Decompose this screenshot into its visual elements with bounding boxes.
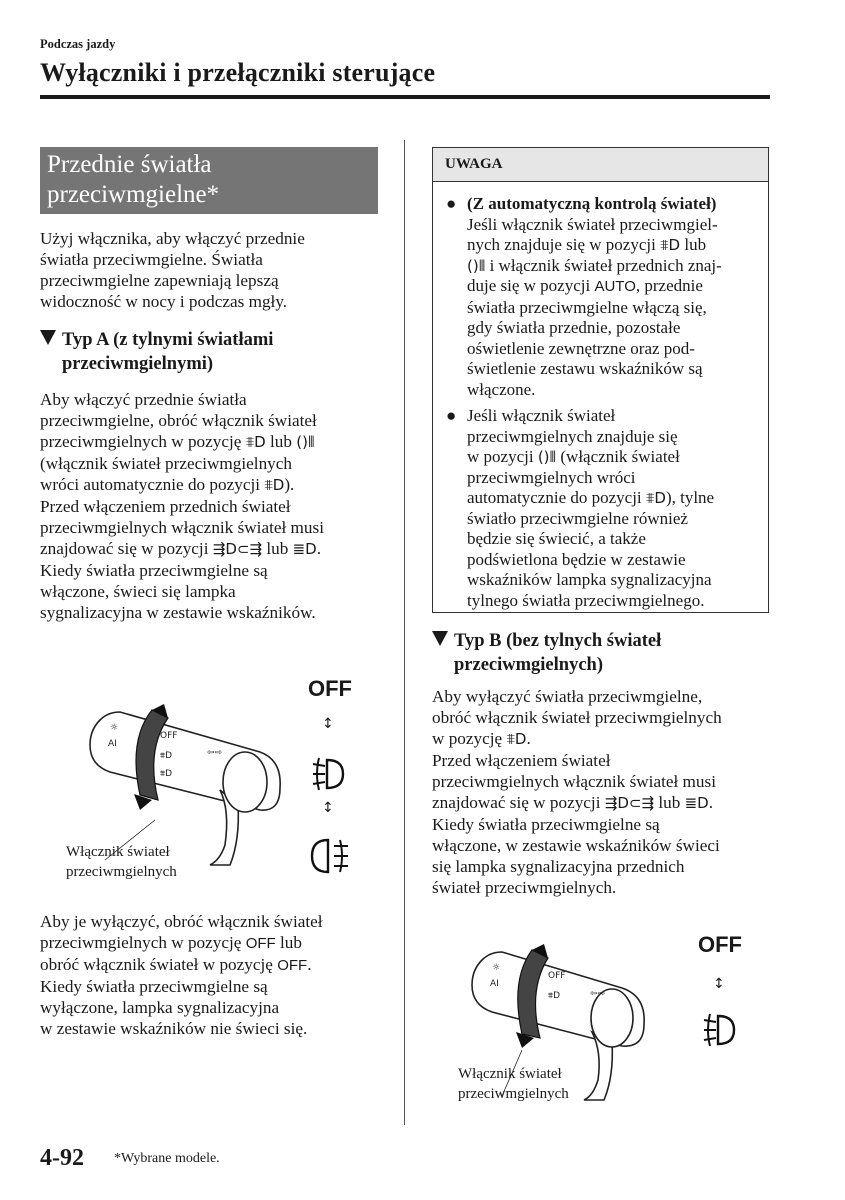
intro-line: przeciwmgielne zapewniają lepszą	[40, 271, 279, 290]
triangle-marker-icon	[40, 330, 56, 345]
rear-fog-symbol-icon: ()⦀	[296, 433, 315, 451]
section-label: Podczas jazdy	[40, 37, 116, 51]
svg-text:OFF: OFF	[548, 971, 566, 981]
para-line: w zestawie wskaźników nie świeci się.	[40, 1019, 308, 1038]
off-keyword: OFF	[277, 957, 308, 974]
front-fog-symbol-icon: ⩨D	[245, 433, 266, 451]
para-line: Aby wyłączyć światła przeciwmgielne,	[432, 687, 703, 706]
para-line: włączone, świeci się lampka	[40, 582, 236, 601]
intro-paragraph	[40, 228, 305, 312]
off-keyword: OFF	[245, 935, 276, 952]
bullet-dot-icon: ●	[446, 406, 457, 425]
para-line: Kiedy światła przeciwmgielne są	[40, 561, 268, 580]
svg-text:AI: AI	[490, 979, 499, 989]
para-line: Aby włączyć przednie światła	[40, 390, 247, 409]
rear-fog-lamp-icon	[308, 834, 352, 878]
para-line: świateł przeciwmgielnych.	[432, 878, 617, 897]
notice-box	[432, 147, 769, 613]
front-fog-symbol-icon: ⩨D	[660, 236, 681, 254]
svg-text:☼: ☼	[492, 963, 501, 973]
bullet-dot-icon: ●	[446, 194, 457, 213]
front-fog-lamp-icon	[700, 1010, 740, 1050]
notice-bullet-1: ● (Z automatyczną kontrolą świateł) Jeśli włącznik świateł przeciwmgiel- nych znajduje się w pozycji ⩨D lub ()⦀ i włącznik świateł przednich znaj- duje się w pozycji AUTO, przednie światła przeciwmgielne włączą się, gdy światła przednie, pozostałe oświetlenie zewnętrzne oraz pod- świetlenie zestawu wskaźników są włączone.	[446, 194, 722, 399]
para-line: przeciwmgielne, obróć włącznik świateł	[40, 411, 317, 430]
intro-line: światła przeciwmgielne. Światła	[40, 250, 263, 269]
headlight-symbol-icon: ≣D	[292, 540, 317, 558]
para-line: Aby je wyłączyć, obróć włącznik świateł	[40, 912, 323, 931]
turn-off-paragraph	[40, 911, 323, 1039]
parking-light-symbol-icon: ⇶D⊂⇶	[604, 794, 655, 812]
header-rule	[40, 95, 770, 99]
type-a-paragraph	[40, 389, 324, 623]
front-fog-lamp-icon	[309, 754, 349, 794]
notice-title-bar	[433, 148, 768, 182]
svg-text:⩨D: ⩨D	[160, 751, 173, 761]
up-down-arrow-icon: ↕	[322, 716, 334, 732]
para-line: się lampka sygnalizacyjna przednich	[432, 857, 685, 876]
para-line: przeciwmgielnych w pozycję ⩨D lub ()⦀	[40, 432, 315, 451]
footnote: *Wybrane modele.	[114, 1151, 220, 1166]
para-line: Kiedy światła przeciwmgielne są	[40, 977, 268, 996]
section-heading-box	[40, 147, 378, 214]
headlight-symbol-icon: ≣D	[684, 794, 709, 812]
notice-bullet-2: ● Jeśli włącznik świateł przeciwmgielnych znajduje się w pozycji ()⦀ (włącznik świateł przeciwmgielnych wróci automatycznie do pozycji ⩨D), tylne światło przeciwmgielne również będzie się świecić, a także podświetlona będzie w zestawie wskaźników lampka sygnalizacyjna tylnego światła przeciwmgielnego.	[446, 406, 715, 610]
para-line: znajdować się w pozycji ⇶D⊂⇶ lub ≣D.	[40, 539, 322, 558]
type-b-paragraph	[432, 686, 722, 898]
type-a-heading	[40, 328, 273, 376]
up-down-arrow-icon: ↕	[322, 800, 334, 816]
para-line: Przed włączeniem świateł	[432, 751, 611, 770]
para-line: przeciwmgielnych włącznik świateł musi	[432, 772, 716, 791]
para-line: obróć włącznik świateł w pozycję OFF.	[40, 955, 312, 974]
para-line: wyłączone, lampka sygnalizacyjna	[40, 998, 280, 1017]
intro-line: Użyj włącznika, aby włączyć przednie	[40, 229, 305, 248]
para-line: obróć włącznik świateł przeciwmgielnych	[432, 708, 722, 727]
section-heading-line-2: przeciwmgielne*	[47, 181, 220, 208]
column-divider	[404, 140, 405, 1125]
intro-line: widoczność w nocy i podczas mgły.	[40, 292, 288, 311]
svg-text:⇦⇨: ⇦⇨	[590, 989, 606, 999]
auto-keyword: AUTO	[594, 278, 636, 295]
chapter-title: Wyłączniki i przełączniki sterujące	[40, 58, 436, 87]
svg-text:⇦⇨: ⇦⇨	[207, 748, 223, 758]
page-number: 4-92	[40, 1145, 84, 1171]
para-line: wróci automatycznie do pozycji ⩨D).	[40, 475, 295, 494]
figure-caption-type-a: Włącznik świateł przeciwmgielnych	[66, 844, 177, 880]
svg-text:☼: ☼	[110, 723, 119, 733]
para-line: przeciwmgielnych w pozycję OFF lub	[40, 933, 302, 952]
type-a-heading-line-2: przeciwmgielnymi)	[62, 354, 214, 374]
svg-text:OFF: OFF	[160, 731, 178, 741]
para-line: Przed włączeniem przednich świateł	[40, 497, 291, 516]
figure-caption-type-b: Włącznik świateł przeciwmgielnych	[458, 1066, 569, 1102]
para-line: przeciwmgielnych włącznik świateł musi	[40, 518, 324, 537]
figure-off-label: OFF	[308, 676, 352, 701]
section-heading-line-1: Przednie światła	[47, 151, 212, 178]
parking-light-symbol-icon: ⇶D⊂⇶	[212, 540, 263, 558]
front-fog-symbol-icon: ⩨D	[645, 489, 666, 507]
para-line: Kiedy światła przeciwmgielne są	[432, 815, 660, 834]
front-fog-symbol-icon: ⩨D	[506, 730, 527, 748]
figure-off-label: OFF	[698, 932, 742, 957]
rear-fog-symbol-icon: ()⦀	[537, 448, 557, 466]
type-b-heading-line-2: przeciwmgielnych)	[454, 655, 603, 675]
svg-text:⩨D: ⩨D	[160, 769, 173, 779]
triangle-marker-icon	[432, 631, 448, 646]
up-down-arrow-icon: ↕	[713, 976, 725, 992]
rear-fog-symbol-icon: ()⦀	[467, 256, 486, 275]
type-b-heading-line-1: Typ B (bez tylnych świateł	[454, 631, 662, 651]
para-line: sygnalizacyjna w zestawie wskaźników.	[40, 603, 316, 622]
front-fog-symbol-icon: ⩨D	[264, 476, 285, 494]
para-line: włączone, w zestawie wskaźników świeci	[432, 836, 720, 855]
para-line: w pozycję ⩨D.	[432, 729, 531, 748]
type-a-heading-line-1: Typ A (z tylnymi światłami	[62, 330, 274, 350]
para-line: (włącznik świateł przeciwmgielnych	[40, 454, 292, 473]
notice-title: UWAGA	[445, 156, 503, 172]
svg-text:⩨D: ⩨D	[548, 991, 561, 1001]
para-line: znajdować się w pozycji ⇶D⊂⇶ lub ≣D.	[432, 793, 714, 812]
type-b-heading	[432, 629, 661, 677]
svg-text:AI: AI	[108, 739, 117, 749]
